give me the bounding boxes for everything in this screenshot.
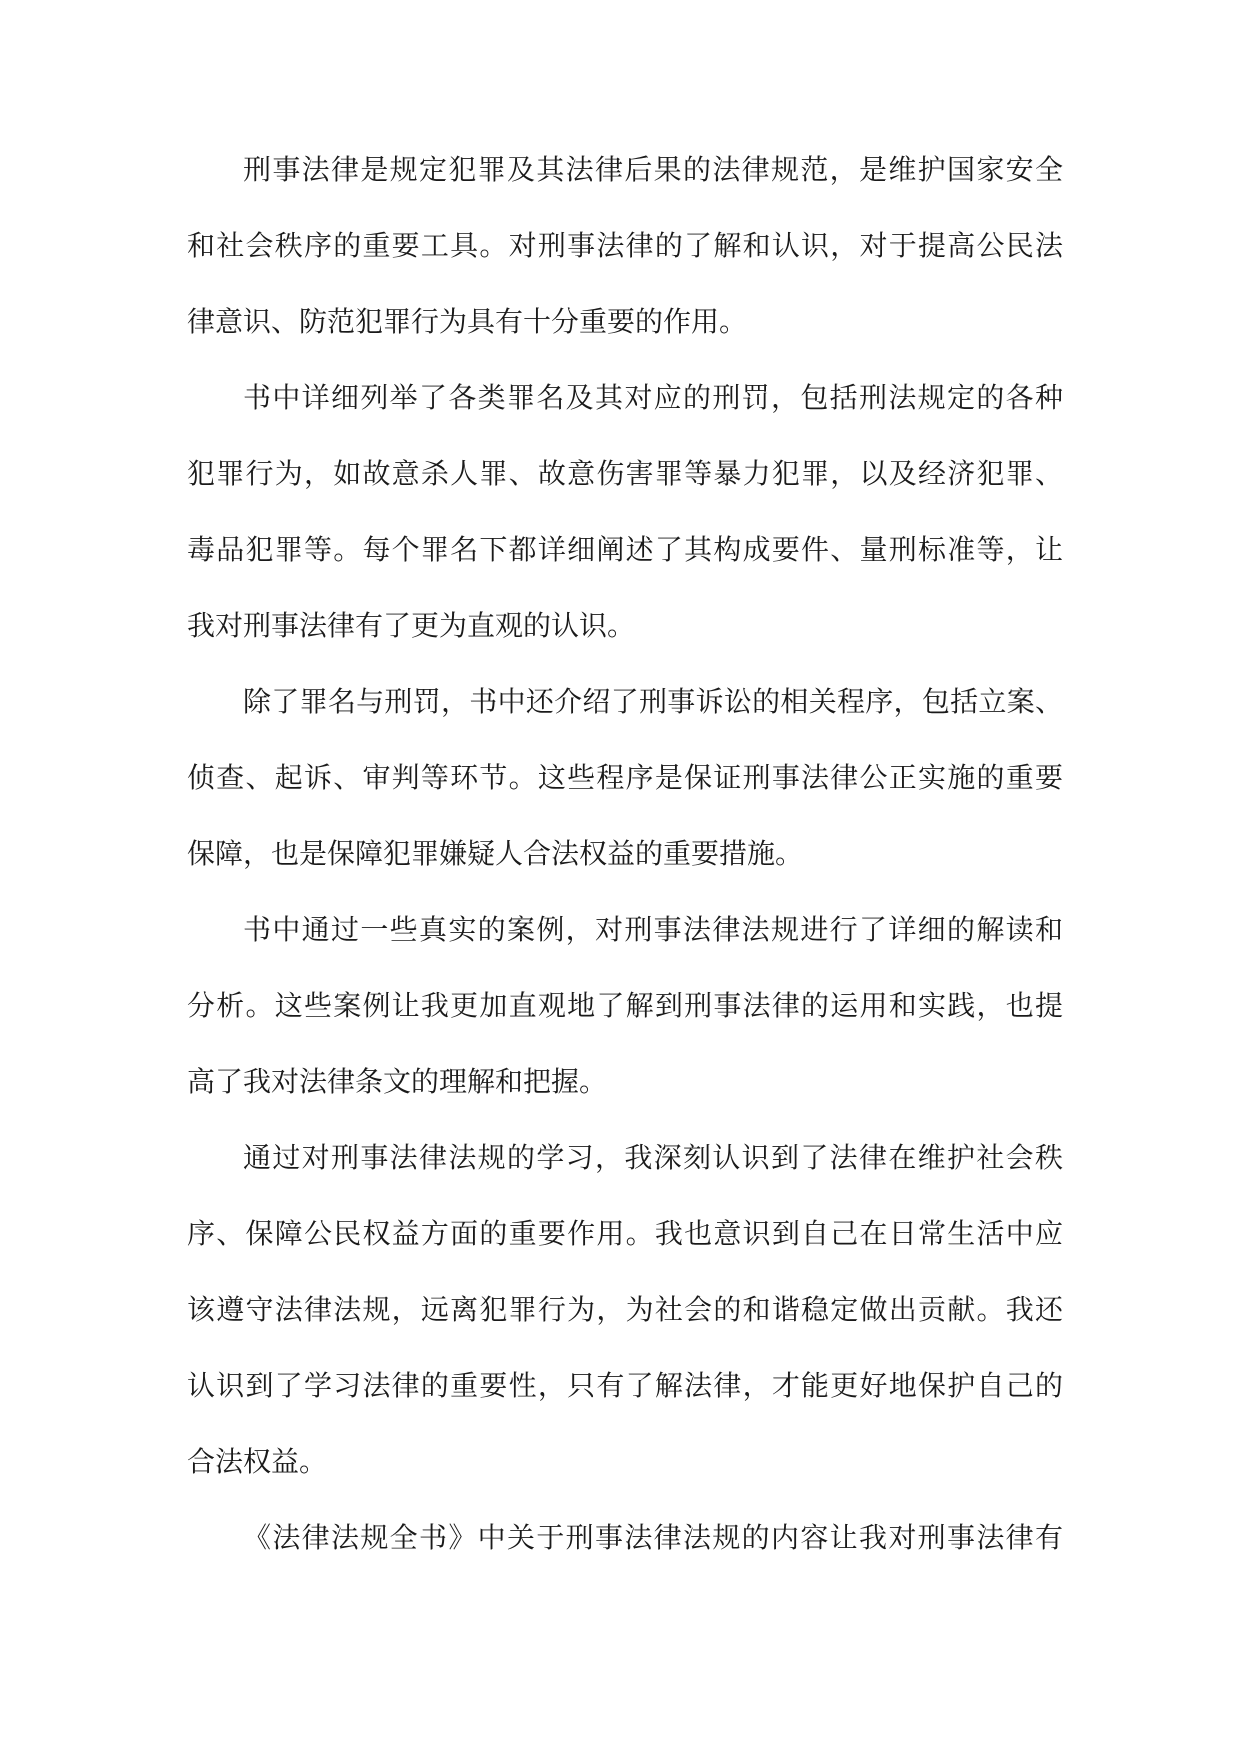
text-line: 除了罪名与刑罚，书中还介绍了刑事诉讼的相关程序，包括立案、 <box>243 685 1063 718</box>
text-line: 《法律法规全书》中关于刑事法律法规的内容让我对刑事法律有 <box>243 1521 1063 1554</box>
text-line: 我对刑事法律有了更为直观的认识。 <box>187 609 636 642</box>
text-line: 书中详细列举了各类罪名及其对应的刑罚，包括刑法规定的各种 <box>243 381 1063 414</box>
document-body <box>187 140 1063 1584</box>
text-line: 律意识、防范犯罪行为具有十分重要的作用。 <box>187 305 748 338</box>
text-line: 犯罪行为，如故意杀人罪、故意伤害罪等暴力犯罪，以及经济犯罪、 <box>187 457 1063 490</box>
text-line: 分析。这些案例让我更加直观地了解到刑事法律的运用和实践，也提 <box>187 989 1063 1022</box>
text-line: 刑事法律是规定犯罪及其法律后果的法律规范，是维护国家安全 <box>243 153 1063 186</box>
text-line: 序、保障公民权益方面的重要作用。我也意识到自己在日常生活中应 <box>187 1217 1063 1250</box>
text-line: 书中通过一些真实的案例，对刑事法律法规进行了详细的解读和 <box>243 913 1063 946</box>
text-line: 毒品犯罪等。每个罪名下都详细阐述了其构成要件、量刑标准等，让 <box>187 533 1063 566</box>
text-line: 和社会秩序的重要工具。对刑事法律的了解和认识，对于提高公民法 <box>187 229 1063 262</box>
text-line: 侦查、起诉、审判等环节。这些程序是保证刑事法律公正实施的重要 <box>187 761 1063 794</box>
text-line: 保障，也是保障犯罪嫌疑人合法权益的重要措施。 <box>187 837 804 870</box>
text-line: 通过对刑事法律法规的学习，我深刻认识到了法律在维护社会秩 <box>243 1141 1063 1174</box>
text-line: 该遵守法律法规，远离犯罪行为，为社会的和谐稳定做出贡献。我还 <box>187 1293 1063 1326</box>
text-line: 认识到了学习法律的重要性，只有了解法律，才能更好地保护自己的 <box>187 1369 1063 1402</box>
text-line: 高了我对法律条文的理解和把握。 <box>187 1065 608 1098</box>
text-line: 合法权益。 <box>187 1445 328 1478</box>
